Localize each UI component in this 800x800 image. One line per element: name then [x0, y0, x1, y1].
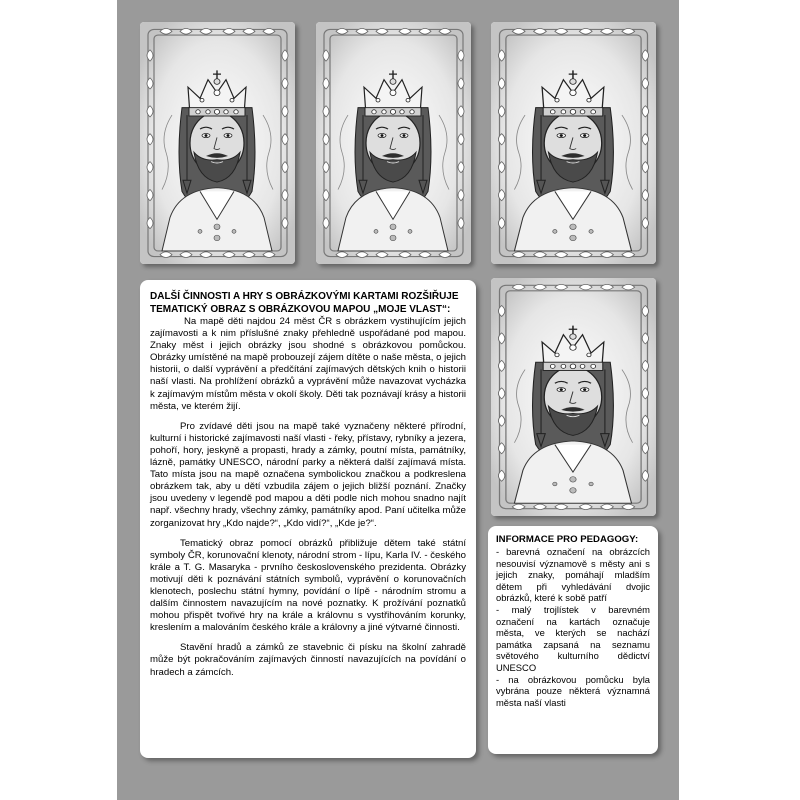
paragraph: Tematický obraz pomocí obrázků přibližuje dětem také státní symboly ČR, korunovační klenoty, národní strom - lípu, Karla IV. - českého krále a T. G. Masaryka - prvního československého prezidenta. Obrázky motivují děti k poznávání státních symbolů, vyprávění o korunovačních klenotech, poslechu státní hymny, povídání o lípě - národním stromu a dalším činnostem navazujícím na nové poznatky. K prožívání poznatků mohou přispět tvořivé hry na krále a královnu s vystřihováním korunky, kreslením a malováním českého krále a královny a jiné výtvarné činnosti.	[150, 537, 466, 634]
king-illustration	[140, 22, 295, 264]
teacher-info-box	[488, 526, 658, 754]
teacher-info-heading: INFORMACE PRO PEDAGOGY:	[496, 534, 639, 545]
info-item: - barevná označení na obrázcích nesouvisí významově s městy ani s jejich znaky, pomáhají mladším dětem při vyhledávání dvojic obrázků, které k sobě patří	[496, 546, 650, 604]
paragraph: Pro zvídavé děti jsou na mapě také vyznačeny některé přírodní, kulturní i historické zajímavosti naší vlasti - řeky, přístavy, rybníky a jezera, pohoří, hory, jeskyně a propasti, hrady a zámky, poutní místa, památníky, lázně, památky UNESCO, národní parky a některá další zajímavá místa. Tato místa jsou na mapě označena symbolickou značkou a podkreslena obrázkem tak, aby u dětí vzbudila zájem o jejich bližší poznání. Značky jsou uvedeny v legendě pod mapou a děti podle nich mohou snadno najít např. všechny hrady, všechny zámky, památníky apod. Paní učitelka může zorganizovat hry „Kdo najde?“, „Kdo vidí?“, „Kde je?“.	[150, 420, 466, 529]
paragraph: Na mapě děti najdou 24 měst ČR s obrázkem vystihujícím jejich zajímavosti a k nim příslušné znaky přehledně uspořádané pod mapou. Znaky měst i jejich obrázky jsou shodné s obrázkovou pomůckou. Obrázky umístěné na mapě probouzejí zájem dítěte o naše města, o jejich historii, o další vyprávění a předčítání zajímavých dětských knih o historii naší vlasti. Na prohlížení obrázků a vyprávění může navazovat vycházka k zajímavým místům města v okolí školy. Děti tak poznávají krásy a historii města, ve kterém žijí.	[150, 316, 466, 412]
info-item: - na obrázkovou pomůcku byla vybrána pouze některá významná města naší vlasti	[496, 673, 650, 708]
king-illustration	[316, 22, 471, 264]
king-card-4	[491, 278, 656, 516]
activities-heading: DALŠÍ ČINNOSTI A HRY S OBRÁZKOVÝMI KARTAMI ROZŠIŘUJE TEMATICKÝ OBRAZ S OBRÁZKOVOU MAPOU „MOJE VLAST“:	[150, 291, 459, 315]
king-card-2	[316, 22, 471, 264]
king-illustration	[491, 22, 656, 264]
king-card-3	[491, 22, 656, 264]
paragraph: Stavění hradů a zámků ze stavebnic či písku na školní zahradě může být pokračováním zajímavých činností navazujících na povídání o hradech a zámcích.	[150, 642, 466, 678]
king-illustration	[491, 278, 656, 516]
info-item: - malý trojlístek v barevném označení na kartách označuje města, ve kterých se nachází památka zapsaná na seznamu světového kulturního dědictví UNESCO	[496, 603, 650, 673]
activities-text-box	[140, 280, 476, 758]
king-card-1	[140, 22, 295, 264]
